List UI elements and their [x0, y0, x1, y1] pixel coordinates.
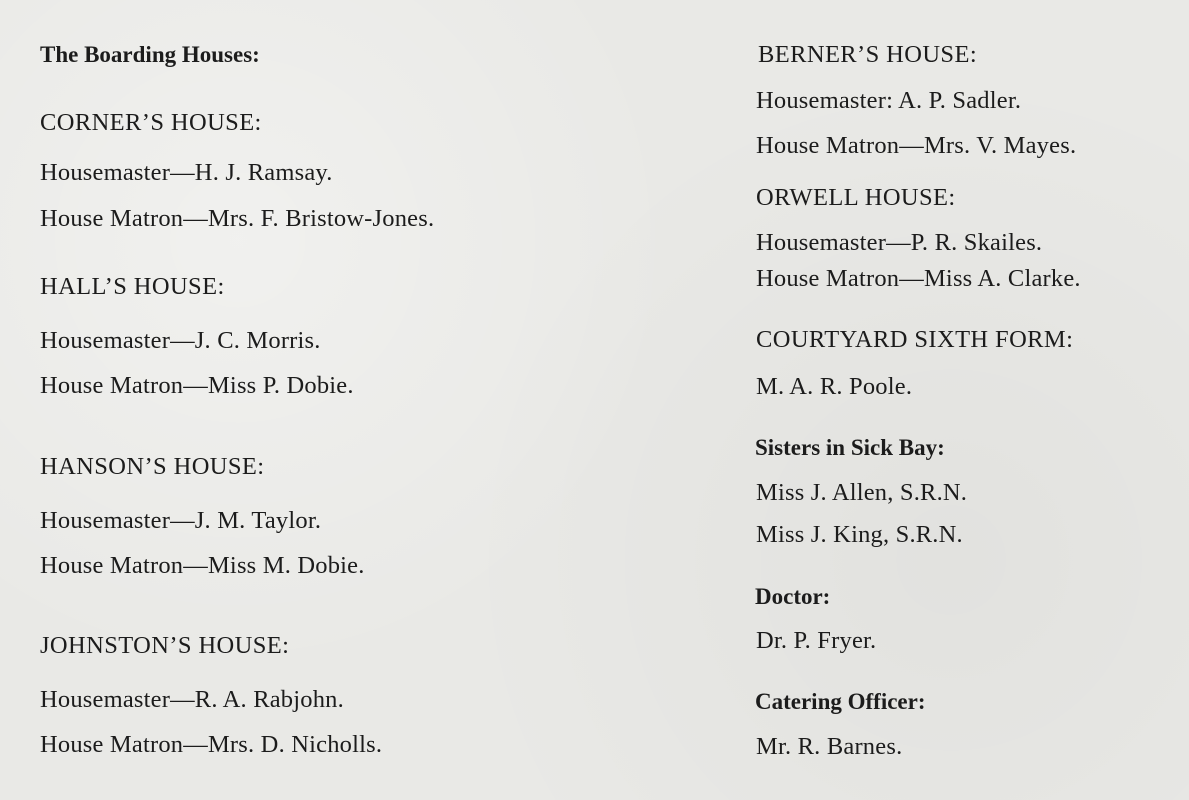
- hansons-house-title: HANSON’S HOUSE:: [40, 453, 265, 480]
- halls-matron: House Matron—Miss P. Dobie.: [40, 372, 354, 399]
- sick-bay-sister: Miss J. Allen, S.R.N.: [756, 479, 968, 506]
- halls-housemaster: Housemaster—J. C. Morris.: [40, 327, 321, 354]
- catering-officer-heading: Catering Officer:: [755, 689, 926, 714]
- johnstons-house-title: JOHNSTON’S HOUSE:: [40, 632, 290, 659]
- orwell-matron: House Matron—Miss A. Clarke.: [756, 265, 1081, 292]
- doctor-name: Dr. P. Fryer.: [756, 627, 877, 654]
- hansons-matron: House Matron—Miss M. Dobie.: [40, 552, 365, 579]
- orwell-house-title: ORWELL HOUSE:: [756, 184, 956, 211]
- corners-housemaster: Housemaster—H. J. Ramsay.: [40, 159, 333, 186]
- boarding-houses-heading: The Boarding Houses:: [40, 42, 260, 67]
- courtyard-sixth-form-title: COURTYARD SIXTH FORM:: [756, 326, 1074, 353]
- courtyard-person: M. A. R. Poole.: [756, 373, 913, 400]
- johnstons-housemaster: Housemaster—R. A. Rabjohn.: [40, 686, 344, 713]
- hansons-housemaster: Housemaster—J. M. Taylor.: [40, 507, 322, 534]
- doctor-heading: Doctor:: [755, 584, 831, 609]
- berners-housemaster: Housemaster: A. P. Sadler.: [756, 87, 1022, 114]
- sick-bay-sister: Miss J. King, S.R.N.: [756, 521, 963, 548]
- corners-matron: House Matron—Mrs. F. Bristow-Jones.: [40, 205, 435, 232]
- berners-matron: House Matron—Mrs. V. Mayes.: [756, 132, 1077, 159]
- orwell-housemaster: Housemaster—P. R. Skailes.: [756, 229, 1043, 256]
- halls-house-title: HALL’S HOUSE:: [40, 273, 225, 300]
- corners-house-title: CORNER’S HOUSE:: [40, 109, 262, 136]
- sick-bay-heading: Sisters in Sick Bay:: [755, 435, 945, 460]
- johnstons-matron: House Matron—Mrs. D. Nicholls.: [40, 731, 383, 758]
- berners-house-title: BERNER’S HOUSE:: [758, 41, 978, 68]
- catering-officer-name: Mr. R. Barnes.: [756, 733, 903, 760]
